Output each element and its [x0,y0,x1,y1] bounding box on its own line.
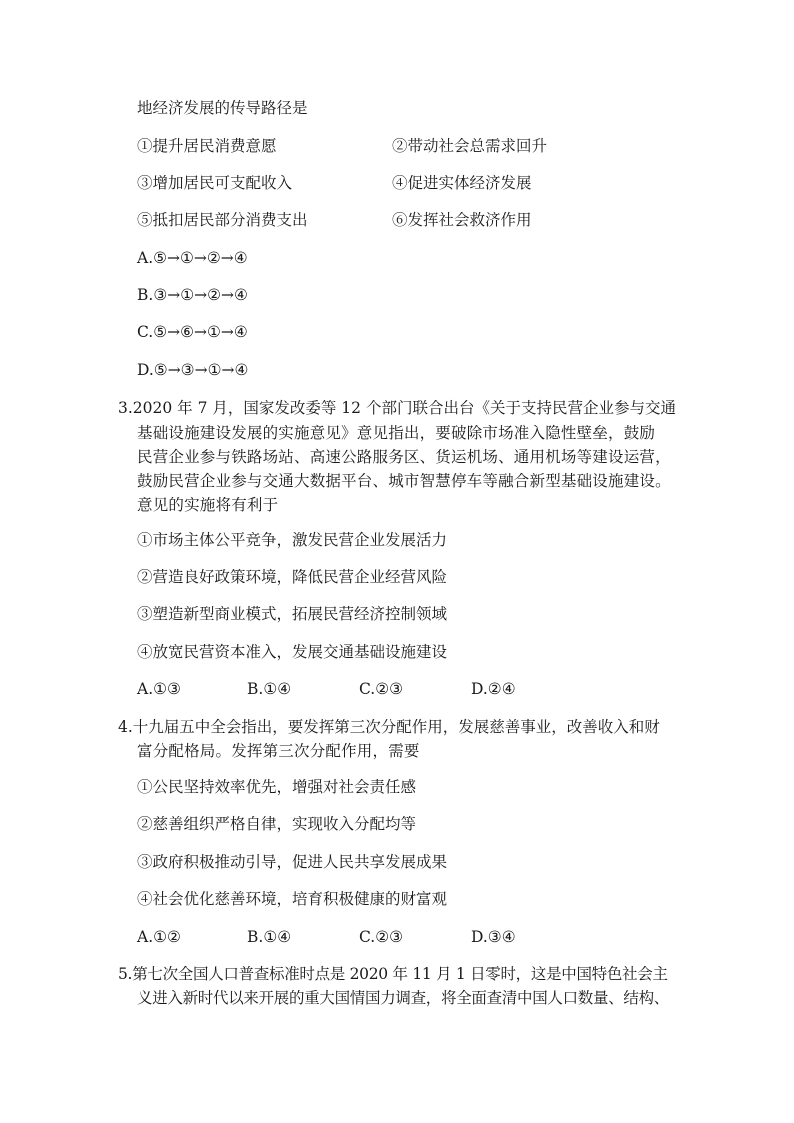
q3-item-4: ④放宽民营资本准入，发展交通基础设施建设 [137,643,448,661]
q3-item-3: ③塑造新型商业模式，拓展民营经济控制领域 [137,605,448,623]
q3-choice-d: D.②④ [471,680,516,698]
q2-item-3: ③增加居民可支配收入 [137,174,293,192]
q5-stem-line-1: 5.第七次全国人口普查标准时点是 2020 年 11 月 1 日零时，这是中国特色社会主 [118,965,668,983]
q2-choice-c: C.⑤→⑥→①→④ [137,323,248,341]
q2-item-5: ⑤抵扣居民部分消费支出 [137,211,308,229]
q4-item-3: ③政府积极推动引导，促进人民共享发展成果 [137,853,448,871]
q4-choice-b: B.①④ [247,928,292,946]
q4-stem-line-2: 富分配格局。发挥第三次分配作用，需要 [137,742,420,760]
q4-item-1: ①公民坚持效率优先，增强对社会责任感 [137,778,417,796]
q3-stem-line-2: 基础设施建设发展的实施意见》意见指出，要破除市场准入隐性壁垒，鼓励 [137,424,656,442]
q2-choice-d: D.⑤→③→①→④ [137,361,249,379]
q4-stem-line-1: 4.十九届五中全会指出，要发挥第三次分配作用，发展慈善事业，改善收入和财 [118,718,660,736]
q2-item-6: ⑥发挥社会救济作用 [392,211,532,229]
q4-choice-c: C.②③ [359,928,404,946]
q3-stem-line-4: 鼓励民营企业参与交通大数据平台、城市智慧停车等融合新型基础设施建设。 [137,472,671,490]
q3-stem-line-1: 3.2020 年 7 月，国家发改委等 12 个部门联合出台《关于支持民营企业参与交通 [118,399,676,417]
q3-stem-line-5: 意见的实施将有利于 [137,496,279,514]
q2-item-2: ②带动社会总需求回升 [392,137,548,155]
q3-choice-a: A.①③ [137,680,181,698]
q2-item-1: ①提升居民消费意愿 [137,137,277,155]
q3-item-2: ②营造良好政策环境，降低民营企业经营风险 [137,568,448,586]
q2-choice-b: B.③→①→②→④ [137,286,248,304]
q5-stem-line-2: 义进入新时代以来开展的重大国情国力调查，将全面查清中国人口数量、结构、 [137,989,670,1007]
q4-item-2: ②慈善组织严格自律，实现收入分配均等 [137,815,417,833]
q3-stem-line-3: 民营企业参与铁路场站、高速公路服务区、货运机场、通用机场等建设运营， [137,448,671,466]
q2-stem-tail: 地经济发展的传导路径是 [137,99,308,117]
q2-choice-a: A.⑤→①→②→④ [137,249,248,267]
q2-item-4: ④促进实体经济发展 [392,174,532,192]
q4-choice-d: D.③④ [471,928,516,946]
q3-choice-b: B.①④ [247,680,292,698]
q4-choice-a: A.①② [137,928,181,946]
q4-item-4: ④社会优化慈善环境，培育积极健康的财富观 [137,890,448,908]
q3-choice-c: C.②③ [359,680,404,698]
q3-item-1: ①市场主体公平竞争，激发民营企业发展活力 [137,531,448,549]
